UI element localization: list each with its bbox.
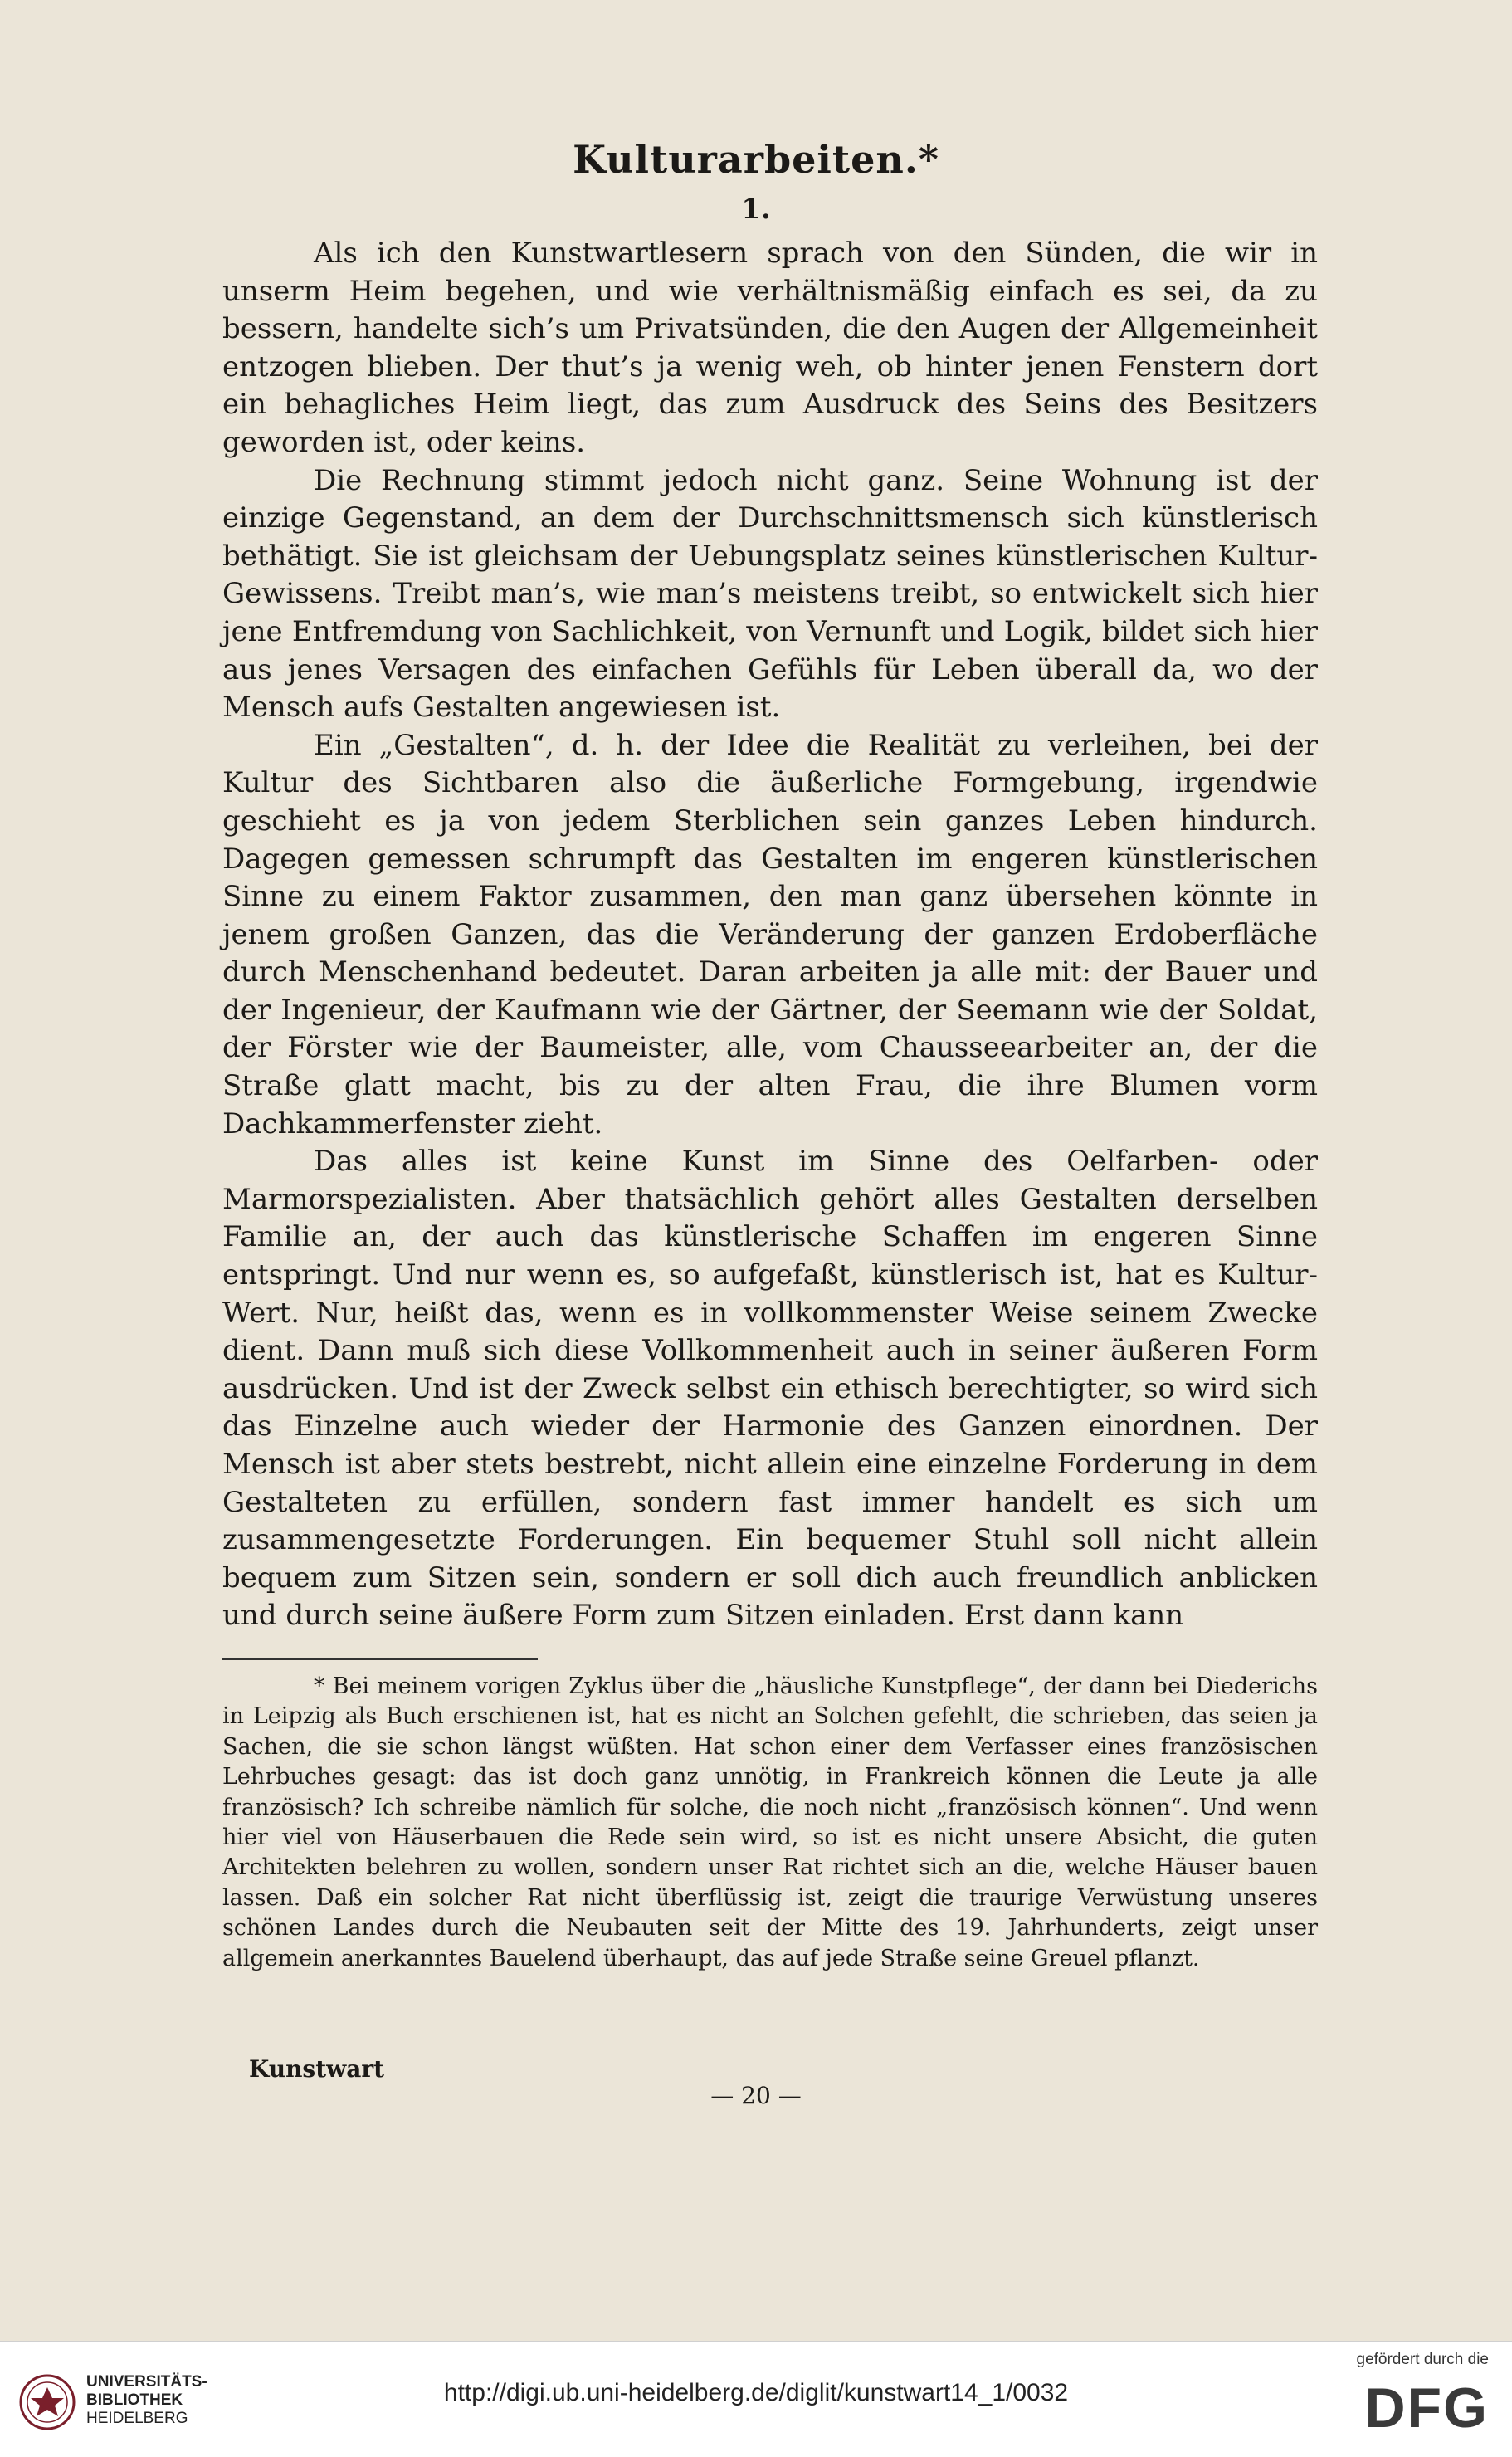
library-name-line3: HEIDELBERG <box>86 2410 188 2427</box>
footnote-text: * Bei meinem vorigen Zyklus über die „häusliche Kunstpflege“, der dann bei Diederichs in Leipzig als Buch erschienen ist, hat es nicht an Solchen gefehlt, die schrieben, das seien ja Sachen, die sie schon längst wüßten. Hat schon einer dem Verfasser eines französischen Lehrbuches gesagt: das ist doch ganz unnötig, in Frankreich können die Leute ja alle französisch? Ich schreibe nämlich für solche, die noch nicht „französisch können“. Und wenn hier viel von Häuserbauen die Rede sein wird, so ist es nicht unsere Absicht, die guten Architekten belehren zu wollen, sondern unser Rat richtet sich an die, welche Häuser bauen lassen. Daß ein solcher Rat nicht überflüssig ist, zeigt die traurige Verwüstung unseres schönen Landes durch die Neubauten seit der Mitte des 19. Jahrhunderts, zeigt unser allgemein anerkanntes Bauelend überhaupt, das auf jede Straße seine Greuel pflanzt. <box>222 1673 1318 1971</box>
section-number: 1. <box>741 193 771 226</box>
body-text <box>222 235 1318 1635</box>
footnote <box>222 1672 1318 1974</box>
page-title: Kulturarbeiten.* <box>573 137 939 182</box>
signature-mark: Kunstwart <box>249 2055 385 2083</box>
paragraph-2: Die Rechnung stimmt jedoch nicht ganz. Seine Wohnung ist der einzige Gegenstand, an dem der Durchschnittsmensch sich künstlerisch bethätigt. Sie ist gleichsam der Uebungsplatz seines künstlerischen Kultur-Gewissens. Treibt man’s, wie man’s meistens treibt, so entwickelt sich hier jene Entfremdung von Sachlichkeit, von Vernunft und Logik, bildet sich hier aus jenes Versagen des einfachen Gefühls für Leben überall da, wo der Mensch aufs Gestalten angewiesen ist. <box>222 463 1318 725</box>
paragraph-4: Das alles ist keine Kunst im Sinne des Oelfarben- oder Marmorspezialisten. Aber thatsächlich gehört alles Gestalten derselben Familie an, der auch das künstlerische Schaffen im engeren Sinne entspringt. Und nur wenn es, so aufgefaßt, künstlerisch ist, hat es Kultur-Wert. Nur, heißt das, wenn es in vollkommenster Weise seinem Zwecke dient. Dann muß sich diese Vollkommenheit auch in seiner äußeren Form ausdrücken. Und ist der Zweck selbst ein ethisch berechtigter, so wird sich das Einzelne auch wieder der Harmonie des Ganzen einordnen. Der Mensch ist aber stets bestrebt, nicht allein eine einzelne Forderung in dem Gestalteten zu erfüllen, sondern fast immer handelt es sich um zusammengesetzte Forderungen. Ein bequemer Stuhl soll nicht allein bequem zum Sitzen sein, sondern er soll dich auch freundlich anblicken und durch seine äußere Form zum Sitzen einladen. Erst dann kann <box>222 1145 1318 1633</box>
paragraph-3: Ein „Gestalten“, d. h. der Idee die Realität zu verleihen, bei der Kultur des Sichtbaren also die äußerliche Formgebung, irgendwie geschieht es ja von jedem Sterblichen sein ganzes Leben hindurch. Dagegen gemessen schrumpft das Gestalten im engeren künstlerischen Sinne zu einem Faktor zusammen, den man ganz übersehen könnte in jenem großen Ganzen, das die Veränderung der ganzen Erdoberfläche durch Menschenhand bedeutet. Daran arbeiten ja alle mit: der Bauer und der Ingenieur, der Kaufmann wie der Gärtner, der Seemann wie der Soldat, der Förster wie der Baumeister, alle, vom Chausseearbeiter an, der die Straße glatt macht, bis zu der alten Frau, die ihre Blumen vorm Dachkammerfenster zieht. <box>222 728 1318 1141</box>
page-number: — 20 — <box>710 2082 802 2109</box>
funded-by-text: gefördert durch die <box>1356 2351 1489 2368</box>
permalink-url[interactable]: http://digi.ub.uni-heidelberg.de/diglit/kunstwart14_1/0032 <box>443 2379 1069 2406</box>
library-name-line2: BIBLIOTHEK <box>86 2391 183 2409</box>
dfg-logo[interactable]: DFG <box>1364 2376 1489 2440</box>
footnote-rule <box>222 1658 538 1660</box>
library-name-line1: UNIVERSITÄTS- <box>86 2373 207 2391</box>
paragraph-1: Als ich den Kunstwartlesern sprach von den Sünden, die wir in unserm Heim begehen, und wie verhältnismäßig einfach es sei, da zu bessern, handelte sich’s um Privatsünden, die den Augen der Allgemeinheit entzogen blieben. Der thut’s ja wenig weh, ob hinter jenen Fenstern dort ein behagliches Heim liegt, das zum Ausdruck des Seins des Besitzers geworden ist, oder keins. <box>222 237 1318 459</box>
